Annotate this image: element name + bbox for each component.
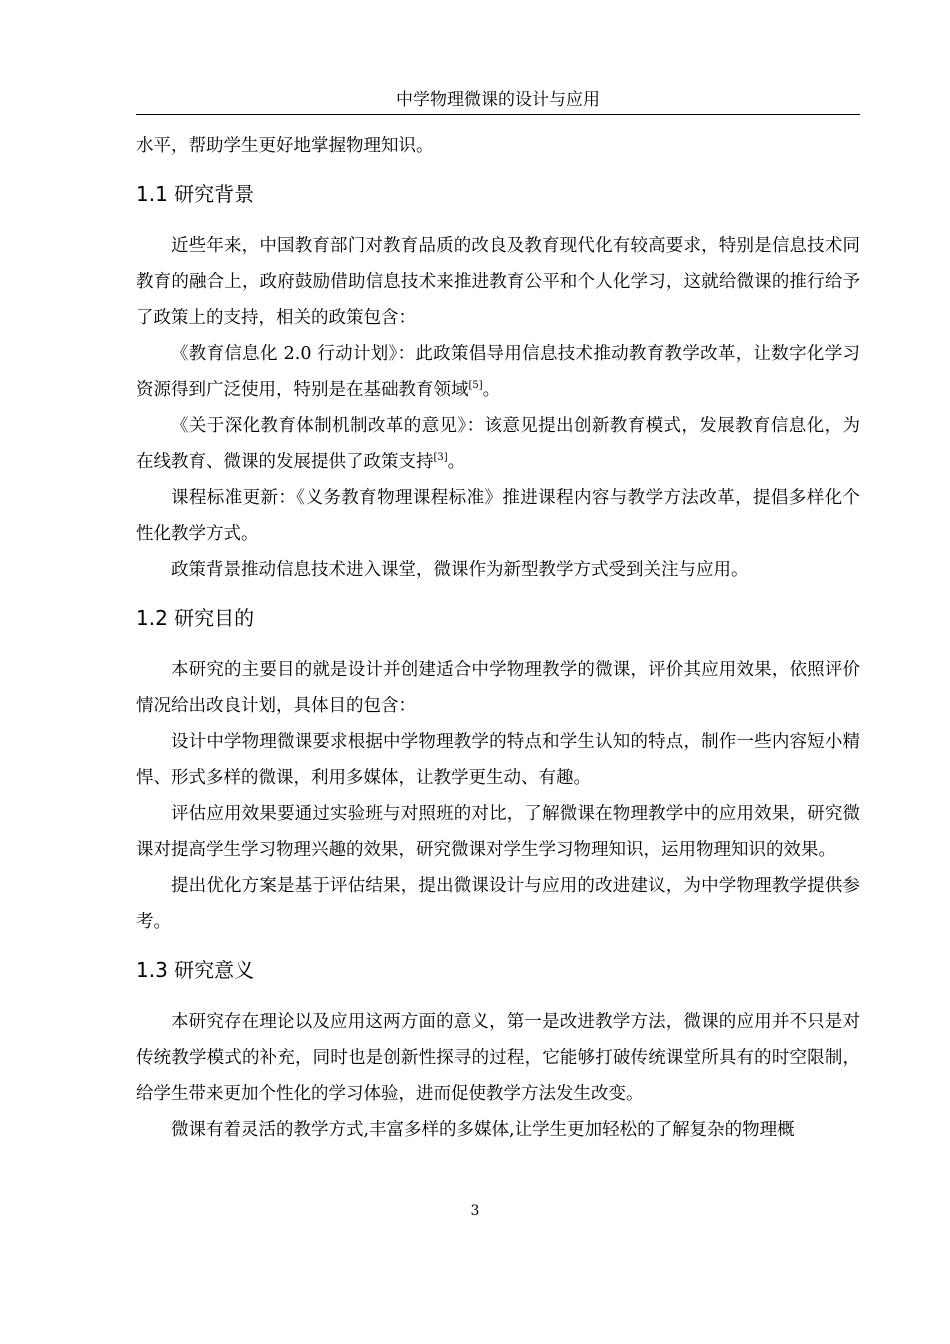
paragraph: 设计中学物理微课要求根据中学物理教学的特点和学生认知的特点，制作一些内容短小精悍、形式多样的微课，利用多媒体，让教学更生动、有趣。 — [136, 732, 860, 788]
paragraph: 本研究存在理论以及应用这两方面的意义，第一是改进教学方法，微课的应用并不只是对传统教学模式的补充，同时也是创新性探寻的过程，它能够打破传统课堂所具有的时空限制，给学生带来更加个性化的学习体验，进而促使教学方法发生改变。 — [136, 1012, 860, 1104]
paragraph: 水平，帮助学生更好地掌握物理知识。 — [136, 136, 434, 156]
page-number: 3 — [470, 1203, 480, 1219]
paragraph: 政策背景推动信息技术进入课堂，微课作为新型教学方式受到关注与应用。 — [171, 560, 749, 580]
citation-ref: [3] — [433, 452, 448, 463]
section-heading-1-1: 1.1 研究背景 — [136, 182, 255, 206]
paragraph: 课程标准更新：《义务教育物理课程标准》推进课程内容与教学方法改革，提倡多样化个性化教学方式。 — [136, 488, 860, 544]
paragraph: 提出优化方案是基于评估结果，提出微课设计与应用的改进建议，为中学物理教学提供参考。 — [136, 876, 860, 932]
citation-ref: [5] — [468, 380, 483, 391]
paragraph — [136, 408, 860, 480]
paragraph-text: 《教育信息化 2.0 行动计划》：此政策倡导用信息技术推动教育教学改革，让数字化学习资源得到广泛使用，特别是在基础教育领域 — [136, 344, 860, 400]
paragraph: 本研究的主要目的就是设计并创建适合中学物理教学的微课，评价其应用效果，依照评价情况给出改良计划，具体目的包含： — [136, 660, 860, 716]
running-header: 中学物理微课的设计与应用 — [136, 86, 860, 115]
body-text — [136, 128, 860, 1148]
section-heading-1-2: 1.2 研究目的 — [136, 606, 255, 630]
paragraph: 评估应用效果要通过实验班与对照班的对比，了解微课在物理教学中的应用效果，研究微课对提高学生学习物理兴趣的效果，研究微课对学生学习物理知识，运用物理知识的效果。 — [136, 804, 860, 860]
paragraph: 近些年来，中国教育部门对教育品质的改良及教育现代化有较高要求，特别是信息技术同教育的融合上，政府鼓励借助信息技术来推进教育公平和个人化学习，这就给微课的推行给予了政策上的支持，相关的政策包含： — [136, 236, 860, 328]
paragraph-text: 《关于深化教育体制机制改革的意见》：该意见提出创新教育模式，发展教育信息化，为在线教育、微课的发展提供了政策支持 — [136, 416, 860, 472]
paragraph-end: 。 — [447, 452, 466, 472]
section-heading-1-3: 1.3 研究意义 — [136, 958, 255, 982]
paragraph: 微课有着灵活的教学方式,丰富多样的多媒体,让学生更加轻松的了解复杂的物理概 — [171, 1120, 795, 1140]
paragraph — [136, 336, 860, 408]
paragraph-end: 。 — [482, 380, 501, 400]
